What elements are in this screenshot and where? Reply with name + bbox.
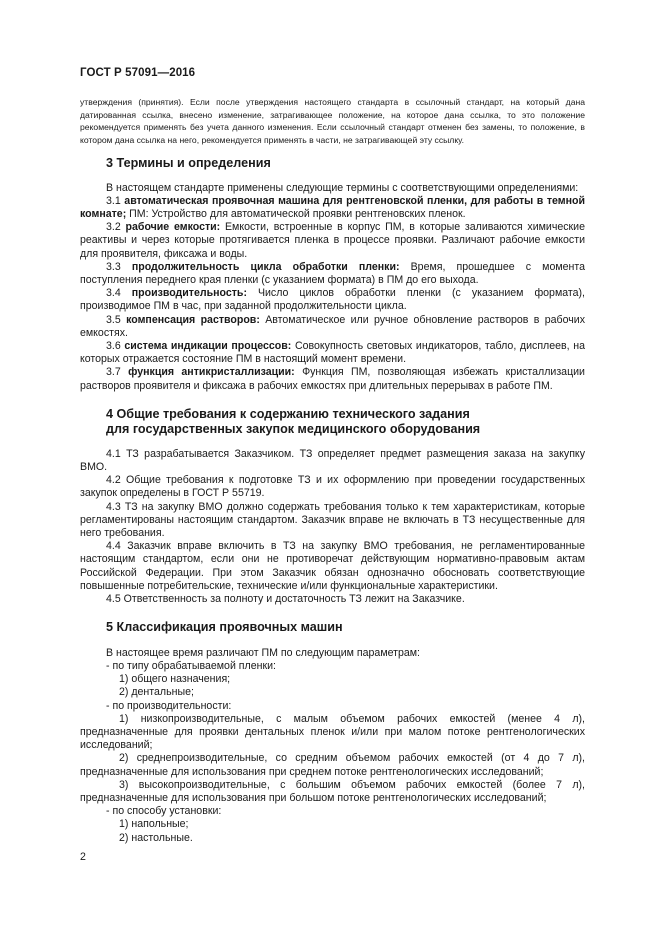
term-name: автоматическая проявочная машина для рентгеновской пленки, для работы в темной комнате; (80, 194, 585, 220)
list-item-capacity-medium: 2) среднепроизводительные, со средним объемом рабочих емкостей (от 4 до 7 л), предназначенные для использования при среднем потоке рентгенологических исследований; (80, 752, 585, 778)
term-name: продолжительность цикла обработки пленки: (131, 260, 400, 273)
term-number: 3.7 (106, 366, 121, 379)
clause-4-1: 4.1 ТЗ разрабатывается Заказчиком. ТЗ определяет предмет размещения заказа на закупку ВМО. (80, 447, 585, 473)
page-number: 2 (80, 851, 86, 863)
term-definition: Функция ПМ, позволяющая избежать кристаллизации растворов проявителя и фиксажа в рабочих емкостях при длительных перерывах в работе ПМ. (80, 366, 585, 392)
list-heading-film-type: - по типу обрабатываемой пленки: (106, 659, 276, 672)
term-name: компенсация растворов: (126, 313, 260, 326)
list-item-install-floor: 1) напольные; (119, 818, 189, 831)
intro-paragraph: утверждения (принятия). Если после утверждения настоящего стандарта в ссылочный стандарт, на который дана датированная ссылка, внесено изменение, затрагивающее положение, на которое дана ссылка, то это положение рекомендуется применять без учета данного изменения. Если ссылочный стандарт отменен без замены, то положение, в котором дана ссылка на него, рекомендуется применять в части, не затрагивающей эту ссылку. (80, 97, 585, 145)
term-name: система индикации процессов: (124, 339, 292, 352)
term-name: функция антикристаллизации: (128, 366, 295, 379)
clause-4-4: 4.4 Заказчик вправе включить в ТЗ на закупку ВМО требования, не регламентированные настоящим стандартом, если они не противоречат действующим нормативно-правовым актам Российской Федерации. При этом Заказчик обязан однозначно обосновать соответствующие повышенные потребительские, технические и/или функциональные характеристики. (80, 540, 585, 592)
term-number: 3.4 (106, 287, 121, 300)
term-definition: Число циклов обработки пленки (с указанием формата), производимое ПМ в час, при заданной продолжительности цикла. (80, 287, 585, 313)
list-item-film-general: 1) общего назначения; (119, 673, 231, 686)
term-definition: Емкости, встроенные в корпус ПМ, в которые заливаются химические реактивы и через которые протягивается пленка в процессе проявки. Различают рабочие емкости для проявителя, фиксажа и воды. (80, 221, 585, 260)
main-content (80, 150, 585, 845)
section-4-title-line-2: для государственных закупок медицинского оборудования (106, 422, 481, 437)
list-item-film-dental: 2) дентальные; (119, 686, 194, 699)
document-header: ГОСТ Р 57091—2016 (80, 67, 196, 79)
term-name: производительность: (131, 287, 247, 300)
list-heading-installation: - по способу установки: (106, 805, 222, 818)
term-definition: Время, прошедшее с момента поступления переднего края пленки (с указанием формата) в ПМ до его выхода. (80, 260, 585, 286)
term-definition: Совокупность световых индикаторов, табло, дисплеев, на которых отражается состояние ПМ в настоящий момент времени. (80, 339, 585, 366)
list-heading-capacity: - по производительности: (106, 699, 232, 712)
term-number: 3.2 (106, 221, 121, 234)
term-3-7 (80, 366, 585, 392)
term-number: 3.1 (106, 194, 121, 207)
section-5-title: 5 Классификация проявочных машин (106, 620, 343, 635)
term-number: 3.5 (106, 313, 121, 326)
clause-4-5: 4.5 Ответственность за полноту и достаточность ТЗ лежит на Заказчике. (106, 592, 465, 605)
term-number: 3.3 (106, 260, 121, 273)
list-item-capacity-low: 1) низкопроизводительные, с малым объемом рабочих емкостей (менее 4 л), предназначенные для проявки дентальных пленок и/или при малом потоке рентгенологических исследований; (80, 712, 585, 752)
term-name: рабочие емкости: (125, 221, 221, 234)
term-3-2 (80, 221, 585, 261)
term-number: 3.6 (106, 339, 121, 352)
list-item-capacity-high: 3) высокопроизводительные, с большим объемом рабочих емкостей (более 7 л), предназначенные для использования при большом потоке рентгенологических исследований; (80, 778, 585, 804)
term-3-5 (80, 314, 585, 340)
section-4-title-line-1: 4 Общие требования к содержанию технического задания (106, 406, 470, 421)
section-3-lead: В настоящем стандарте применены следующие термины с соответствующими определениями: (106, 181, 579, 194)
clause-4-2: 4.2 Общие требования к подготовке ТЗ и их оформлению при проведении государственных закупок определены в ГОСТ Р 55719. (80, 474, 585, 500)
section-3-title: 3 Термины и определения (106, 156, 271, 170)
term-3-4 (80, 287, 585, 313)
term-3-1 (80, 195, 585, 221)
term-3-6 (80, 340, 585, 366)
term-3-3 (80, 261, 585, 287)
section-5-lead: В настоящее время различают ПМ по следующим параметрам: (106, 646, 420, 659)
section-4-title (80, 407, 585, 438)
term-definition: ПМ: Устройство для автоматической проявки рентгеновских пленок. (126, 207, 466, 220)
term-definition: Автоматическое или ручное обновление растворов в рабочих емкостях. (80, 313, 585, 339)
clause-4-3: 4.3 ТЗ на закупку ВМО должно содержать требования только к тем характеристикам, которые регламентированы настоящим стандартом. Заказчик вправе не включать в ТЗ несущественные для него требования. (80, 500, 585, 539)
list-item-install-desktop: 2) настольные. (119, 831, 193, 844)
